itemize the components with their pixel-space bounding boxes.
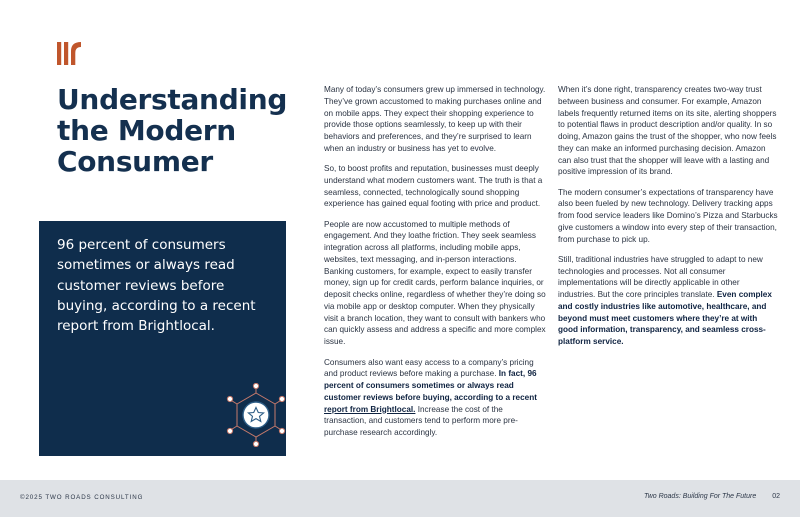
callout-text: 96 percent of consumers sometimes or always read customer reviews before buying, according to a recent report from Brightlocal. <box>57 237 256 335</box>
paragraph-text: Increase the cost of the transaction, and customers tend to perform more pre-purchase research accordingly. <box>324 404 518 438</box>
two-roads-logo-icon <box>57 40 83 66</box>
paragraph <box>558 254 778 348</box>
paragraph: People are now accustomed to multiple methods of engagement. And they loathe friction. They seek seamless integration across all platforms, including mobile apps, websites, text messaging, and in-person interactions. Banking customers, for example, expect to easily transfer money, sign up for credit cards, perform balance inquiries, or deposit checks online, regardless of whether they’re doing so via mobile app or desktop computer. When they physically visit a branch location, they want to consult with bankers who can quickly assess and address a specific and more complex issue. <box>324 219 546 347</box>
footer-right <box>644 493 780 500</box>
paragraph <box>324 357 546 439</box>
page-title: Understanding the Modern Consumer <box>57 83 288 178</box>
page-number: 02 <box>772 493 780 500</box>
body-column-1 <box>324 84 546 447</box>
paragraph: The modern consumer’s expectations of transparency have also been fueled by new technology. Delivery tracking apps from food service leaders like Domino’s Pizza and Starbucks give customers a window into every step of their transaction, from purchase to pick up. <box>558 187 778 244</box>
body-column-2 <box>558 84 778 357</box>
paragraph: So, to boost profits and reputation, businesses must deeply understand what modern customers want. The truth is that a seamless, connected, technologically sound shopping experience has gained equal footing with price and product. <box>324 164 543 209</box>
paragraph-text: Still, traditional industries have struggled to adapt to new technologies and processes. Not all consumer implementations will be directly applicable in other industries. But the core principles translate. <box>558 254 763 300</box>
paragraph: When it’s done right, transparency creates two-way trust between business and consumer. For example, Amazon labels frequently returned items on its site, alerting shoppers to potential flaws in product description and/or quality. In so doing, Amazon gains the trust of the shopper, who now feels they can make an informed purchasing decision. Amazon can also trust that the shopper will leave with a lasting and positive impression of its brand. <box>558 85 777 177</box>
highlight-text: Even complex and costly industries like automotive, healthcare, and beyond must meet customers where they’re at with good information, transparency, and seamless cross-platform service. <box>558 290 772 347</box>
footer-copyright: ©2025 TWO ROADS CONSULTING <box>20 494 144 501</box>
highlight-text: In fact, 96 percent of consumers sometimes or always read customer reviews before buying, according to a recent <box>324 369 537 402</box>
page-footer <box>0 480 800 517</box>
brightlocal-report-link[interactable]: report from Brightlocal. <box>324 404 416 414</box>
paragraph: Many of today’s consumers grew up immersed in technology. They’ve grown accustomed to making purchases online and on mobile apps. They expect their shopping experience to provide those options seamlessly, to keep up with their behaviors and preferences, and they’re surprised to learn when an industry or business has yet to evolve. <box>324 85 546 153</box>
footer-tagline: Two Roads: Building For The Future <box>643 493 757 500</box>
paragraph-text: Consumers also want easy access to a company’s pricing and product reviews before making a purchase. <box>324 357 534 379</box>
star-network-icon <box>225 383 287 447</box>
